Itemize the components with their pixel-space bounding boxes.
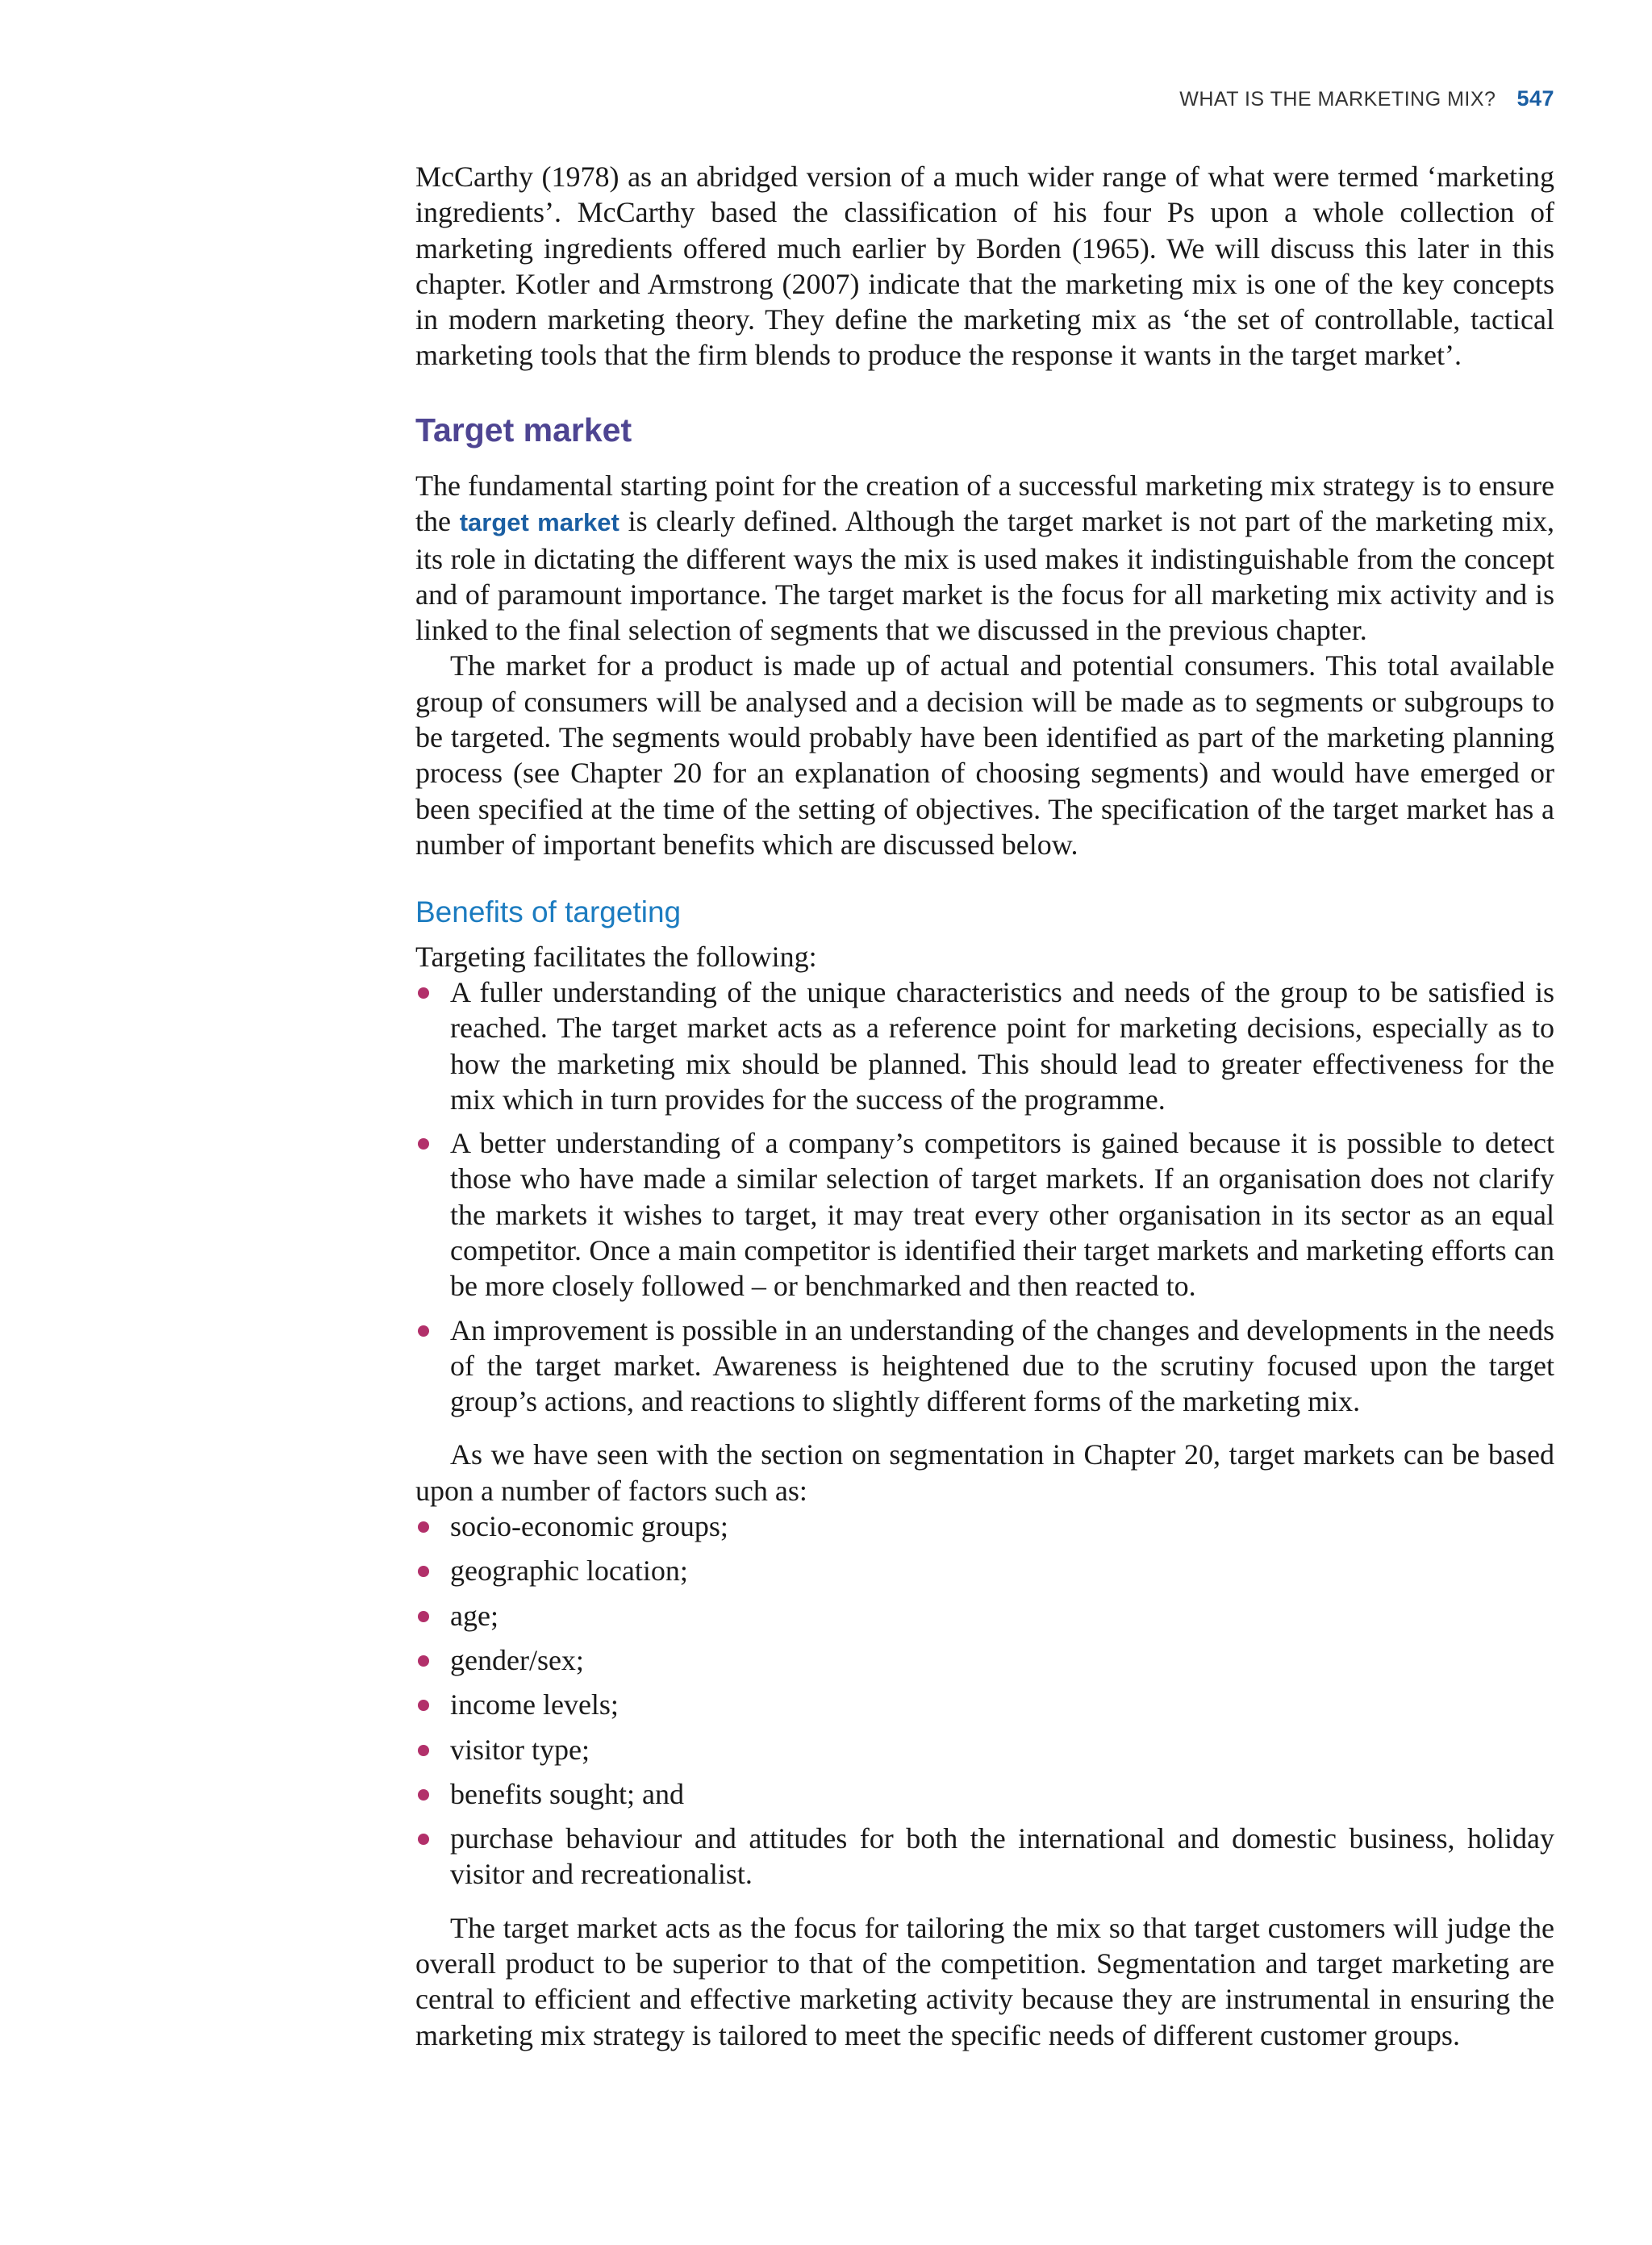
list-item [415, 1125, 1554, 1304]
list-item [415, 1312, 1554, 1420]
benefits-intro: Targeting facilitates the following: [415, 940, 817, 973]
running-header [1179, 86, 1554, 111]
list-item-text: An improvement is possible in an understanding of the changes and developments in the needs of the target market. Awareness is heightened due to the scrutiny focused upon the target group’s actions, and reactions to slightly different forms of the marketing mix. [450, 1313, 1554, 1418]
list-item-text: A fuller understanding of the unique characteristics and needs of the group to be satisfied is reached. The target market acts as a reference point for marketing decisions, especially as to how the marketing mix should be planned. This should lead to greater effectiveness for the mix which in turn provides for the success of the programme. [450, 975, 1554, 1116]
list-item [415, 1776, 1554, 1812]
list-item [415, 1553, 1554, 1588]
bullet-icon [418, 1566, 429, 1577]
benefits-list [415, 974, 1554, 1420]
bullet-icon [418, 1789, 429, 1801]
bullet-icon [418, 1138, 429, 1150]
keyword-target-market[interactable]: target market [459, 508, 620, 537]
target-market-paragraph-2: The market for a product is made up of actual and potential consumers. This total available group of consumers will be analysed and a decision will be made as to segments or subgroups to be targeted. The segments would probably have been identified as part of the marketing planning process (see Chapter 20 for an explanation of choosing segments) and would have emerged or been specified at the time of the setting of objectives. The specification of the target market has a number of important benefits which are discussed below. [415, 649, 1554, 861]
list-item-text: purchase behaviour and attitudes for both the international and domestic business, holiday visitor and recreationalist. [450, 1822, 1554, 1891]
intro-paragraph: McCarthy (1978) as an abridged version of a much wider range of what were termed ‘marketing ingredients’. McCarthy based the classification of his four Ps upon a whole collection of marketing ingredients offered much earlier by Borden (1965). We will discuss this later in this chapter. Kotler and Armstrong (2007) indicate that the marketing mix is one of the key concepts in modern marketing theory. They define the marketing mix as ‘the set of controllable, tactical marketing tools that the firm blends to produce the response it wants in the target market’. [415, 161, 1554, 372]
bullet-icon [418, 1745, 429, 1756]
paragraph-text: The fundamental starting point for the creation of a successful marketing mix strategy is to ensure the [415, 469, 1554, 538]
list-item [415, 1598, 1554, 1634]
subsection-heading-benefits: Benefits of targeting [415, 895, 682, 929]
factors-list [415, 1508, 1554, 1892]
bullet-icon [418, 1834, 429, 1845]
bullet-icon [418, 1521, 429, 1533]
list-item [415, 1687, 1554, 1722]
list-item-text: gender/sex; [450, 1643, 584, 1676]
list-item-text: geographic location; [450, 1554, 688, 1588]
bullet-icon [418, 987, 429, 999]
list-item-text: income levels; [450, 1688, 619, 1721]
list-item-text: benefits sought; and [450, 1777, 684, 1810]
list-item [415, 974, 1554, 1117]
target-market-paragraph-1 [415, 468, 1554, 648]
list-item-text: socio-economic groups; [450, 1510, 728, 1543]
segmentation-paragraph: As we have seen with the section on segmentation in Chapter 20, target markets can be based upon a number of factors such as: [415, 1438, 1554, 1507]
list-item [415, 1642, 1554, 1678]
closing-paragraph: The target market acts as the focus for tailoring the mix so that target customers will judge the overall product to be superior to that of the competition. Segmentation and target marketing are central to efficient and effective marketing activity because they are instrumental in ensuring the marketing mix strategy is tailored to meet the specific needs of different customer groups. [415, 1911, 1554, 2051]
running-title: WHAT IS THE MARKETING MIX? [1179, 88, 1496, 111]
list-item-text: A better understanding of a company’s competitors is gained because it is possible to detect those who have made a similar selection of target markets. If an organisation does not clarify the markets it wishes to target, it may treat every other organisation in its sector as an equal competitor. Once a main competitor is identified their target markets and marketing efforts can be more closely followed – or benchmarked and then reacted to. [450, 1127, 1554, 1303]
page-body [415, 159, 1554, 2053]
list-item [415, 1732, 1554, 1767]
bullet-icon [418, 1700, 429, 1711]
list-item [415, 1508, 1554, 1544]
section-heading-target-market: Target market [415, 411, 632, 449]
bullet-icon [418, 1325, 429, 1337]
bullet-icon [418, 1655, 429, 1667]
bullet-icon [418, 1611, 429, 1622]
list-item-text: age; [450, 1599, 499, 1632]
list-item [415, 1821, 1554, 1892]
paragraph-text: is clearly defined. Although the target market is not part of the marketing mix, its role in dictating the different ways the mix is used makes it indistinguishable from the concept and of paramount importance. The target market is the focus for all marketing mix activity and is linked to the final selection of segments that we discussed in the previous chapter. [415, 505, 1554, 647]
page-number: 547 [1516, 86, 1554, 111]
list-item-text: visitor type; [450, 1733, 590, 1766]
